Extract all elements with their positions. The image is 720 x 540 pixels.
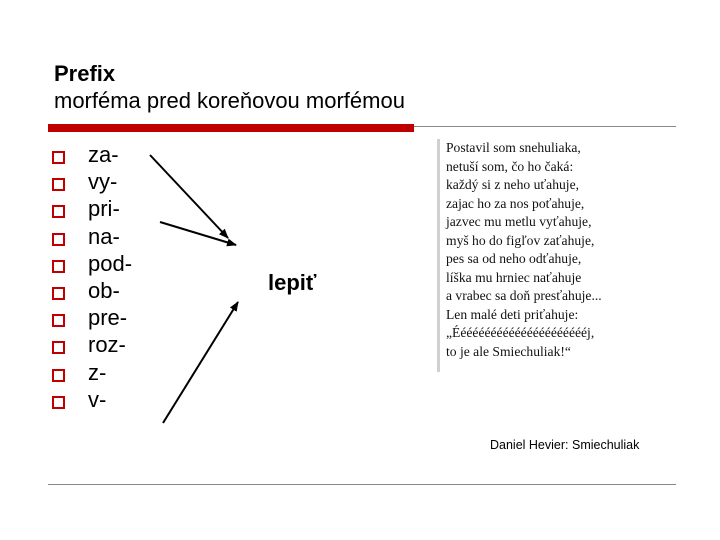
poem-line: Postavil som snehuliaka, [446, 140, 581, 155]
prefix-label: pri- [88, 196, 120, 222]
page-subtitle: morféma pred koreňovou morfémou [54, 88, 405, 113]
poem-line: „Ééééééééééééééééééééééj, [446, 325, 595, 340]
poem-line: a vrabec sa doň presťahuje... [446, 288, 602, 303]
page-title: Prefix [54, 61, 116, 86]
poem-line: to je ale Smiechuliak!“ [446, 343, 571, 359]
arrow-down-right [150, 155, 228, 238]
arrow-up-right [163, 302, 238, 423]
prefix-label: za- [88, 142, 119, 167]
poem-line: Len malé deti priťahuje: [446, 306, 579, 322]
poem-line: jazvec mu metlu vyťahuje, [446, 214, 592, 229]
poem-line: líška mu hrniec naťahuje [446, 269, 582, 285]
prefix-label: roz- [88, 332, 126, 358]
poem-line: netuší som, čo ho čaká: [446, 158, 574, 174]
prefix-label: ob- [88, 277, 120, 303]
prefix-label: vy- [88, 169, 118, 195]
prefix-label: pod- [88, 250, 133, 276]
poem-line: každý si z neho uťahuje, [446, 177, 580, 192]
poem-caption: Daniel Hevier: Smiechuliak [490, 438, 640, 452]
poem-line: zajac ho za nos poťahuje, [446, 195, 585, 211]
prefix-label: na- [88, 223, 120, 249]
prefix-label: v- [88, 386, 107, 412]
poem-line: myš ho do figľov zaťahuje, [446, 232, 595, 248]
poem-image [437, 139, 637, 372]
footer-rule [48, 484, 676, 485]
poem-line: pes sa od neho odťahuje, [446, 251, 582, 266]
root-word: lepiť [268, 270, 317, 295]
prefix-label: z- [88, 359, 107, 385]
prefix-label: pre- [88, 305, 128, 331]
